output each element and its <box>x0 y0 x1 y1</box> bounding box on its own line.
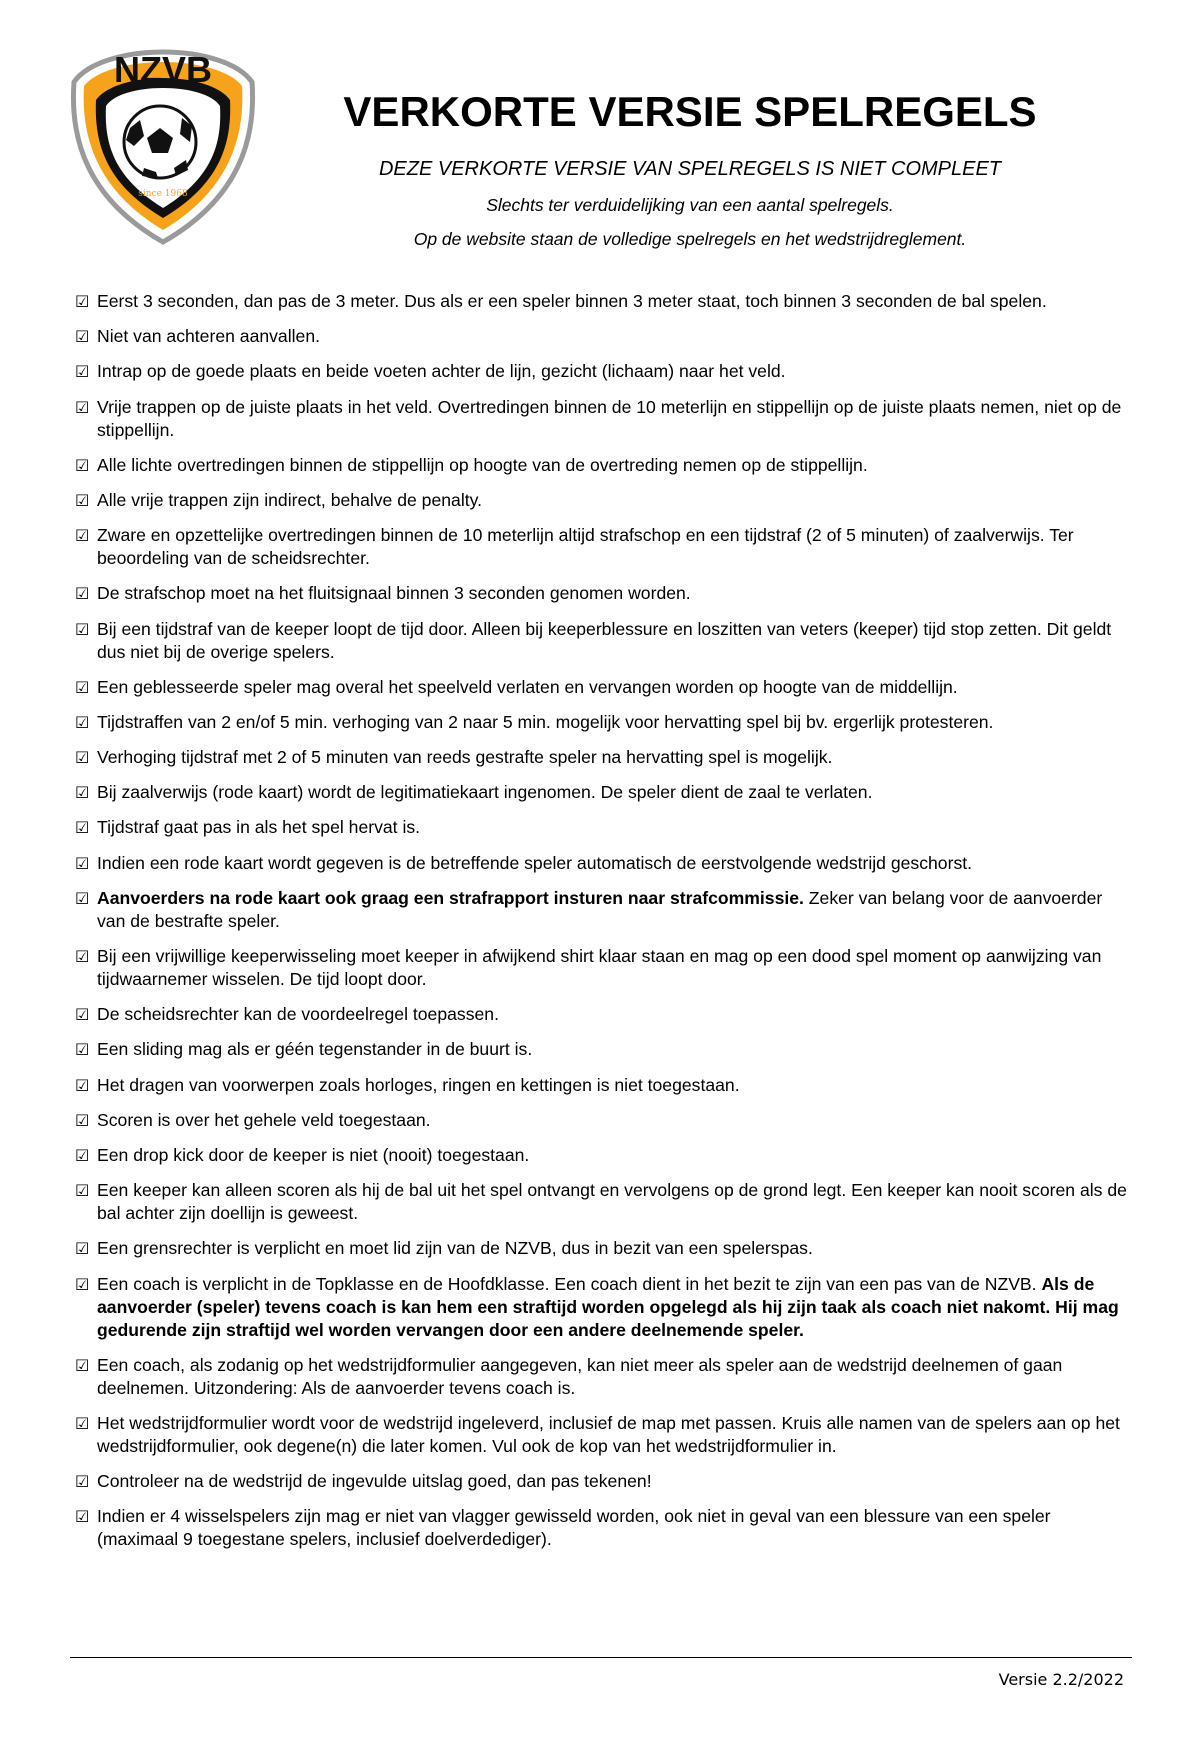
checkbox-checked-icon: ☑ <box>75 362 90 382</box>
logo-text: NZVB <box>114 49 212 90</box>
rule-text: Indien een rode kaart wordt gegeven is de betreffende speler automatisch de eerstvolgende wedstrijd geschorst. <box>97 852 973 873</box>
rule-text: Vrije trappen op de juiste plaats in het veld. Overtredingen binnen de 10 meterlijn en stippellijn op de juiste plaats nemen, niet op de stippellijn. <box>97 396 1122 440</box>
rule-item <box>75 1273 1135 1342</box>
checkbox-checked-icon: ☑ <box>75 1355 90 1375</box>
rule-text: Tijdstraf gaat pas in als het spel hervat is. <box>97 817 421 838</box>
rule-item <box>75 746 1135 769</box>
checkbox-checked-icon: ☑ <box>75 1075 90 1095</box>
rule-item <box>75 1237 1135 1260</box>
rule-text: Alle vrije trappen zijn indirect, behalve de penalty. <box>97 489 483 510</box>
rule-item <box>75 1144 1135 1167</box>
checkbox-checked-icon: ☑ <box>75 888 90 908</box>
checkbox-checked-icon: ☑ <box>75 1145 90 1165</box>
checkbox-checked-icon: ☑ <box>75 1239 90 1259</box>
rule-text: De scheidsrechter kan de voordeelregel toepassen. <box>97 1004 499 1025</box>
page-subtitle: DEZE VERKORTE VERSIE VAN SPELREGELS IS NIET COMPLEET <box>378 158 1002 180</box>
checkbox-checked-icon: ☑ <box>75 947 90 966</box>
rule-bold-text: Aanvoerders na rode kaart ook graag een strafrapport insturen naar strafcommissie. <box>97 887 804 908</box>
rule-item <box>75 1470 1135 1493</box>
rule-text: Een geblesseerde speler mag overal het speelveld verlaten en vervangen worden op hoogte van de middellijn. <box>97 676 958 697</box>
rule-item <box>75 325 1135 348</box>
rule-text: Een coach, als zodanig op het wedstrijdformulier aangegeven, kan niet meer als speler aan de wedstrijd deelnemen of gaan deelnemen. Uitzondering: Als de aanvoerder tevens coach is. <box>97 1354 1063 1398</box>
rule-text: Alle lichte overtredingen binnen de stippellijn op hoogte van de overtreding nemen op de stippellijn. <box>97 454 868 475</box>
rule-text: De strafschop moet na het fluitsignaal binnen 3 seconden genomen worden. <box>97 583 691 604</box>
nzvb-logo <box>70 48 256 246</box>
rule-item <box>75 454 1135 477</box>
rule-text: Een drop kick door de keeper is niet (nooit) toegestaan. <box>97 1144 530 1165</box>
rule-text: Een keeper kan alleen scoren als hij de bal uit het spel ontvangt en vervolgens op de grond legt. Een keeper kan nooit scoren als de bal achter zijn doellijn is geweest. <box>97 1180 1127 1224</box>
checkbox-checked-icon: ☑ <box>75 584 90 604</box>
intro-note-1: Slechts ter verduidelijking van een aantal spelregels. <box>486 195 894 215</box>
rule-item <box>75 290 1135 313</box>
footer-divider <box>70 1657 1132 1658</box>
rule-text: Scoren is over het gehele veld toegestaan. <box>97 1109 431 1130</box>
rule-item <box>75 524 1135 570</box>
checkbox-checked-icon: ☑ <box>75 1005 90 1025</box>
rule-text: Intrap op de goede plaats en beide voeten achter de lijn, gezicht (lichaam) naar het veld. <box>97 361 786 382</box>
rule-text: Verhoging tijdstraf met 2 of 5 minuten van reeds gestrafte speler na hervatting spel is mogelijk. <box>97 747 833 768</box>
checkbox-checked-icon: ☑ <box>75 712 90 732</box>
rule-item <box>75 781 1135 804</box>
rule-item <box>75 1412 1135 1458</box>
checkbox-checked-icon: ☑ <box>75 1507 90 1527</box>
checkbox-checked-icon: ☑ <box>75 677 90 697</box>
rule-text: Een sliding mag als er géén tegenstander in de buurt is. <box>97 1039 533 1060</box>
version-label: Versie 2.2/2022 <box>998 1670 1124 1689</box>
checkbox-checked-icon: ☑ <box>75 1274 90 1294</box>
checkbox-checked-icon: ☑ <box>75 1413 90 1433</box>
rule-text: Bij zaalverwijs (rode kaart) wordt de legitimatiekaart ingenomen. De speler dient de zaal te verlaten. <box>97 782 873 803</box>
rule-item <box>75 711 1135 734</box>
rule-item <box>75 360 1135 383</box>
checkbox-checked-icon: ☑ <box>75 619 90 639</box>
checkbox-checked-icon: ☑ <box>75 783 90 803</box>
rule-item <box>75 489 1135 512</box>
rule-item <box>75 1505 1135 1551</box>
rule-text: Controleer na de wedstrijd de ingevulde uitslag goed, dan pas tekenen! <box>97 1471 652 1492</box>
rule-item <box>75 852 1135 875</box>
rule-text: Zware en opzettelijke overtredingen binnen de 10 meterlijn altijd strafschop en een tijdstraf (2 of 5 minuten) of zaalverwijs. Ter beoordeling van de scheidsrechter. <box>97 525 1074 569</box>
intro-note-2: Op de website staan de volledige spelregels en het wedstrijdreglement. <box>413 229 967 249</box>
rule-text: Zeker van belang voor de aanvoerder van de bestrafte speler. <box>97 887 1103 931</box>
rule-item <box>75 676 1135 699</box>
checkbox-checked-icon: ☑ <box>75 853 90 873</box>
page-title: VERKORTE VERSIE SPELREGELS <box>343 88 1037 135</box>
rule-item <box>75 1003 1135 1026</box>
rule-item <box>75 1109 1135 1132</box>
rule-text: Bij een vrijwillige keeperwisseling moet keeper in afwijkend shirt klaar staan en mag op een dood spel moment op aanwijzing van tijdwaarnemer wisselen. De tijd loopt door. <box>97 946 1102 989</box>
checkbox-checked-icon: ☑ <box>75 1181 90 1201</box>
checkbox-checked-icon: ☑ <box>75 397 90 417</box>
rule-text: Het dragen van voorwerpen zoals horloges, ringen en kettingen is niet toegestaan. <box>97 1074 740 1095</box>
rule-text: Bij een tijdstraf van de keeper loopt de tijd door. Alleen bij keeperblessure en loszitten van veters (keeper) tijd stop zetten. Dit geldt dus niet bij de overige spelers. <box>97 618 1112 662</box>
rule-text: Tijdstraffen van 2 en/of 5 min. verhoging van 2 naar 5 min. mogelijk voor hervatting spel bij bv. ergerlijk protesteren. <box>97 711 994 732</box>
rule-item <box>75 396 1135 442</box>
rule-item <box>75 887 1135 933</box>
checkbox-checked-icon: ☑ <box>75 455 90 475</box>
rule-item <box>75 816 1135 839</box>
rule-text: Een coach is verplicht in de Topklasse en de Hoofdklasse. Een coach dient in het bezit te zijn van een pas van de NZVB. <box>97 1273 1042 1294</box>
rule-item <box>75 618 1135 664</box>
logo-since: since 1968 <box>138 189 188 199</box>
checkbox-checked-icon: ☑ <box>75 1040 90 1060</box>
checkbox-checked-icon: ☑ <box>75 1472 90 1492</box>
rule-item <box>75 582 1135 605</box>
checkbox-checked-icon: ☑ <box>75 748 90 768</box>
rule-item <box>75 1074 1135 1097</box>
checkbox-checked-icon: ☑ <box>75 490 90 510</box>
checkbox-checked-icon: ☑ <box>75 818 90 838</box>
checkbox-checked-icon: ☑ <box>75 292 90 311</box>
rule-item <box>75 1354 1135 1400</box>
checkbox-checked-icon: ☑ <box>75 327 90 347</box>
rule-text: Indien er 4 wisselspelers zijn mag er niet van vlagger gewisseld worden, ook niet in geval van een blessure van een speler (maximaal 9 toegestane spelers, inclusief doelverdediger). <box>97 1506 1051 1550</box>
rule-text: Eerst 3 seconden, dan pas de 3 meter. Dus als er een speler binnen 3 meter staat, toch binnen 3 seconden de bal spelen. <box>97 291 1047 311</box>
rule-text: Niet van achteren aanvallen. <box>97 326 320 347</box>
rule-text: Het wedstrijdformulier wordt voor de wedstrijd ingeleverd, inclusief de map met passen. Kruis alle namen van de spelers aan op het wedstrijdformulier, ook degene(n) die later komen. Vul ook de kop van het wedstrijdformulier in. <box>97 1412 1120 1456</box>
rule-item <box>75 1179 1135 1225</box>
rule-item <box>75 1038 1135 1061</box>
rule-text: Een grensrechter is verplicht en moet lid zijn van de NZVB, dus in bezit van een spelerspas. <box>97 1238 813 1259</box>
rule-item <box>75 945 1135 991</box>
checkbox-checked-icon: ☑ <box>75 526 90 546</box>
rule-bold-text: Als de aanvoerder (speler) tevens coach is kan hem een straftijd worden opgelegd als hij zijn taak als coach niet nakomt. Hij mag gedurende zijn straftijd wel worden vervangen door een andere deelnemende speler. <box>97 1273 1119 1340</box>
checkbox-checked-icon: ☑ <box>75 1110 90 1130</box>
rules-list <box>75 290 1135 1563</box>
